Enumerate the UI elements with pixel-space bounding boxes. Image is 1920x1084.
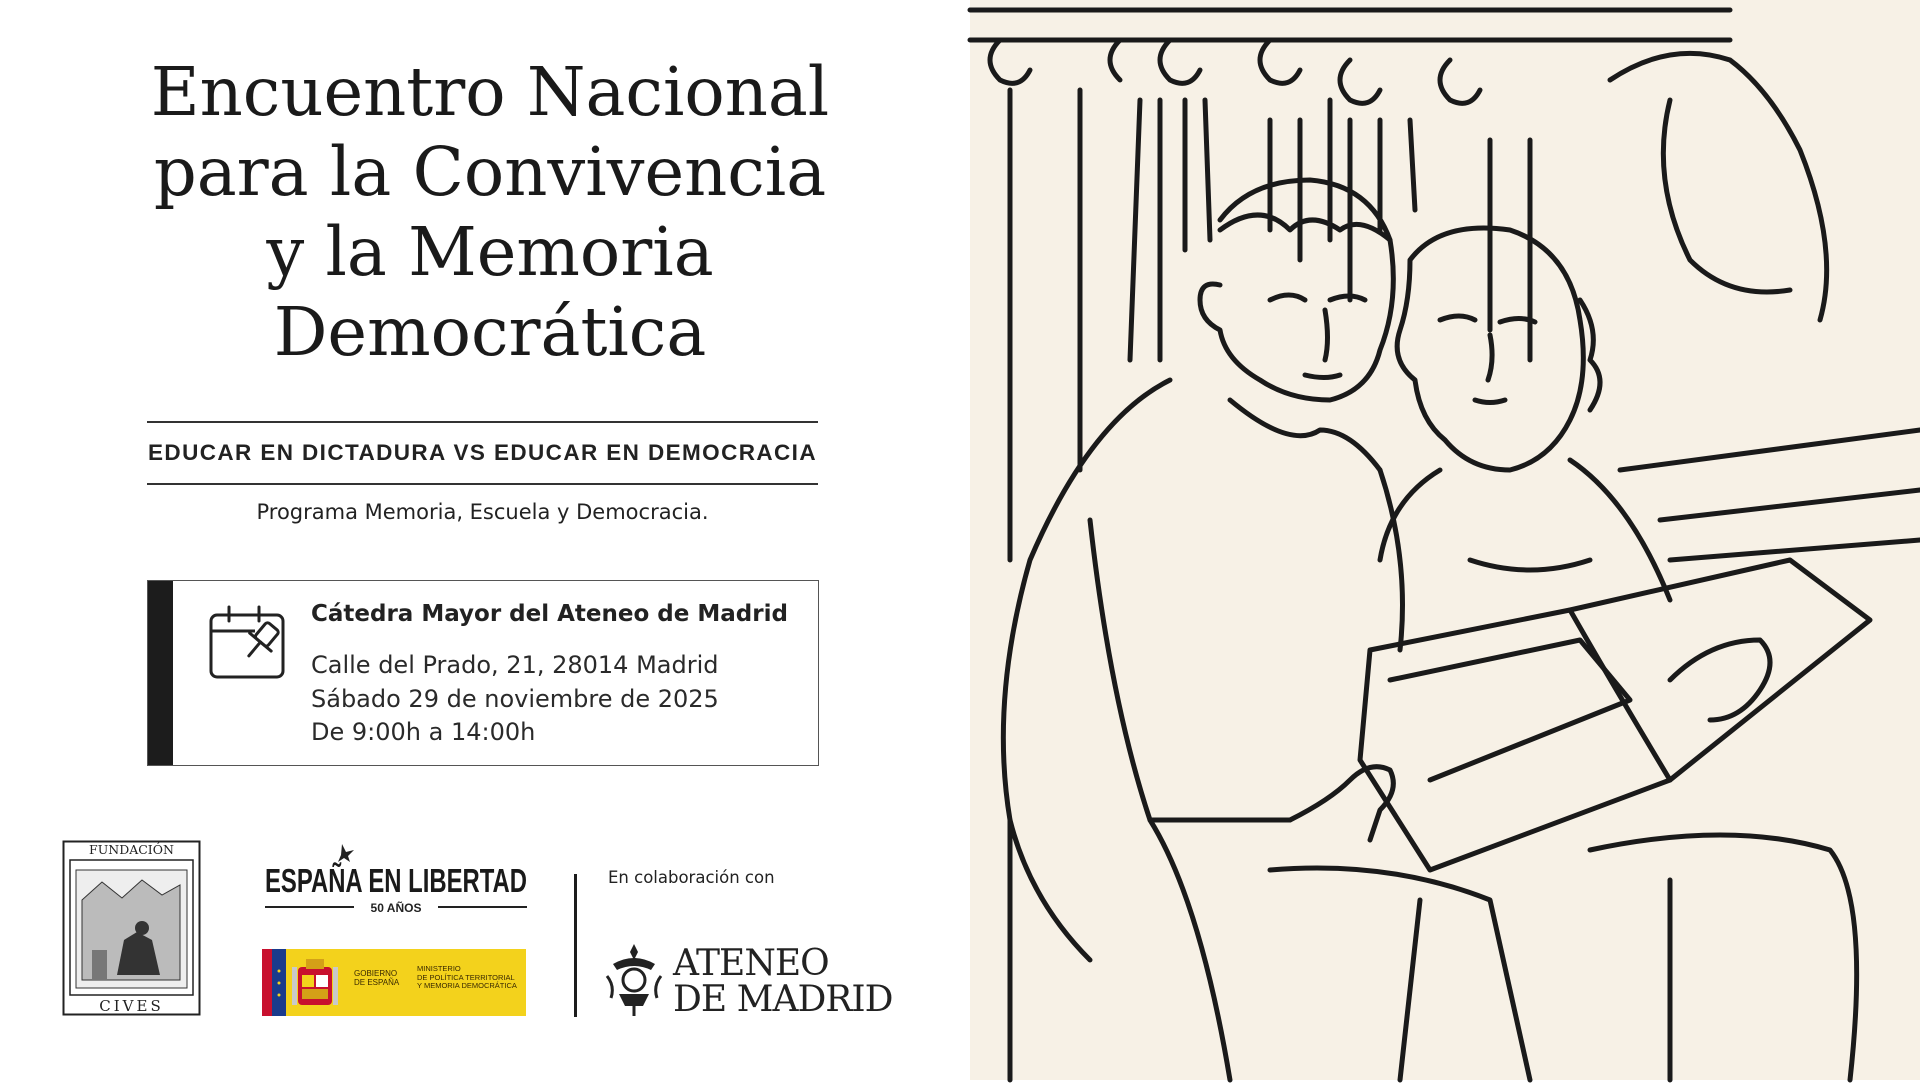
event-title — [100, 52, 880, 372]
gobierno-ministerio-logo — [262, 949, 526, 1016]
event-time: De 9:00h a 14:00h — [311, 718, 536, 746]
calendar-pin-icon — [205, 601, 291, 687]
event-venue: Cátedra Mayor del Ateneo de Madrid — [311, 601, 788, 627]
ministerio-label: MINISTERIO DE POLÍTICA TERRITORIAL Y MEMORIA DEMOCRÁTICA — [417, 964, 517, 990]
two-kids-reading-illustration — [970, 0, 1920, 1080]
event-address: Calle del Prado, 21, 28014 Madrid — [311, 651, 719, 679]
espana-en-libertad-logo — [262, 840, 530, 920]
logo-separator — [574, 874, 577, 1017]
info-accent-bar — [148, 581, 173, 765]
svg-text:50 AÑOS: 50 AÑOS — [370, 901, 422, 915]
divider-bottom — [147, 483, 818, 485]
gobierno-label: GOBIERNO DE ESPAÑA — [354, 969, 400, 987]
program-name: Programa Memoria, Escuela y Democracia. — [256, 500, 709, 524]
svg-text:FUNDACIÓN: FUNDACIÓN — [89, 842, 174, 857]
collab-label: En colaboración con — [608, 868, 775, 887]
divider-top — [147, 421, 818, 423]
svg-text:ESPAÑA EN LIBERTAD: ESPAÑA EN LIBERTAD — [265, 862, 527, 899]
ateneo-wordmark: ATENEO DE MADRID — [673, 943, 893, 1020]
event-subtitle: EDUCAR EN DICTADURA VS EDUCAR EN DEMOCRACIA — [148, 440, 817, 465]
title-line-4: Democrática — [273, 293, 707, 371]
event-info-box — [147, 580, 819, 766]
illustration-panel — [970, 0, 1920, 1080]
event-date: Sábado 29 de noviembre de 2025 — [311, 685, 719, 713]
title-line-3: y la Memoria — [266, 213, 714, 291]
title-line-2: para la Convivencia — [153, 133, 827, 211]
ateneo-madrid-logo — [603, 940, 903, 1020]
ateneo-emblem-icon — [603, 940, 665, 1020]
title-line-1: Encuentro Nacional — [150, 53, 830, 131]
svg-text:CIVES: CIVES — [99, 997, 164, 1015]
fundacion-cives-logo — [62, 840, 201, 1016]
